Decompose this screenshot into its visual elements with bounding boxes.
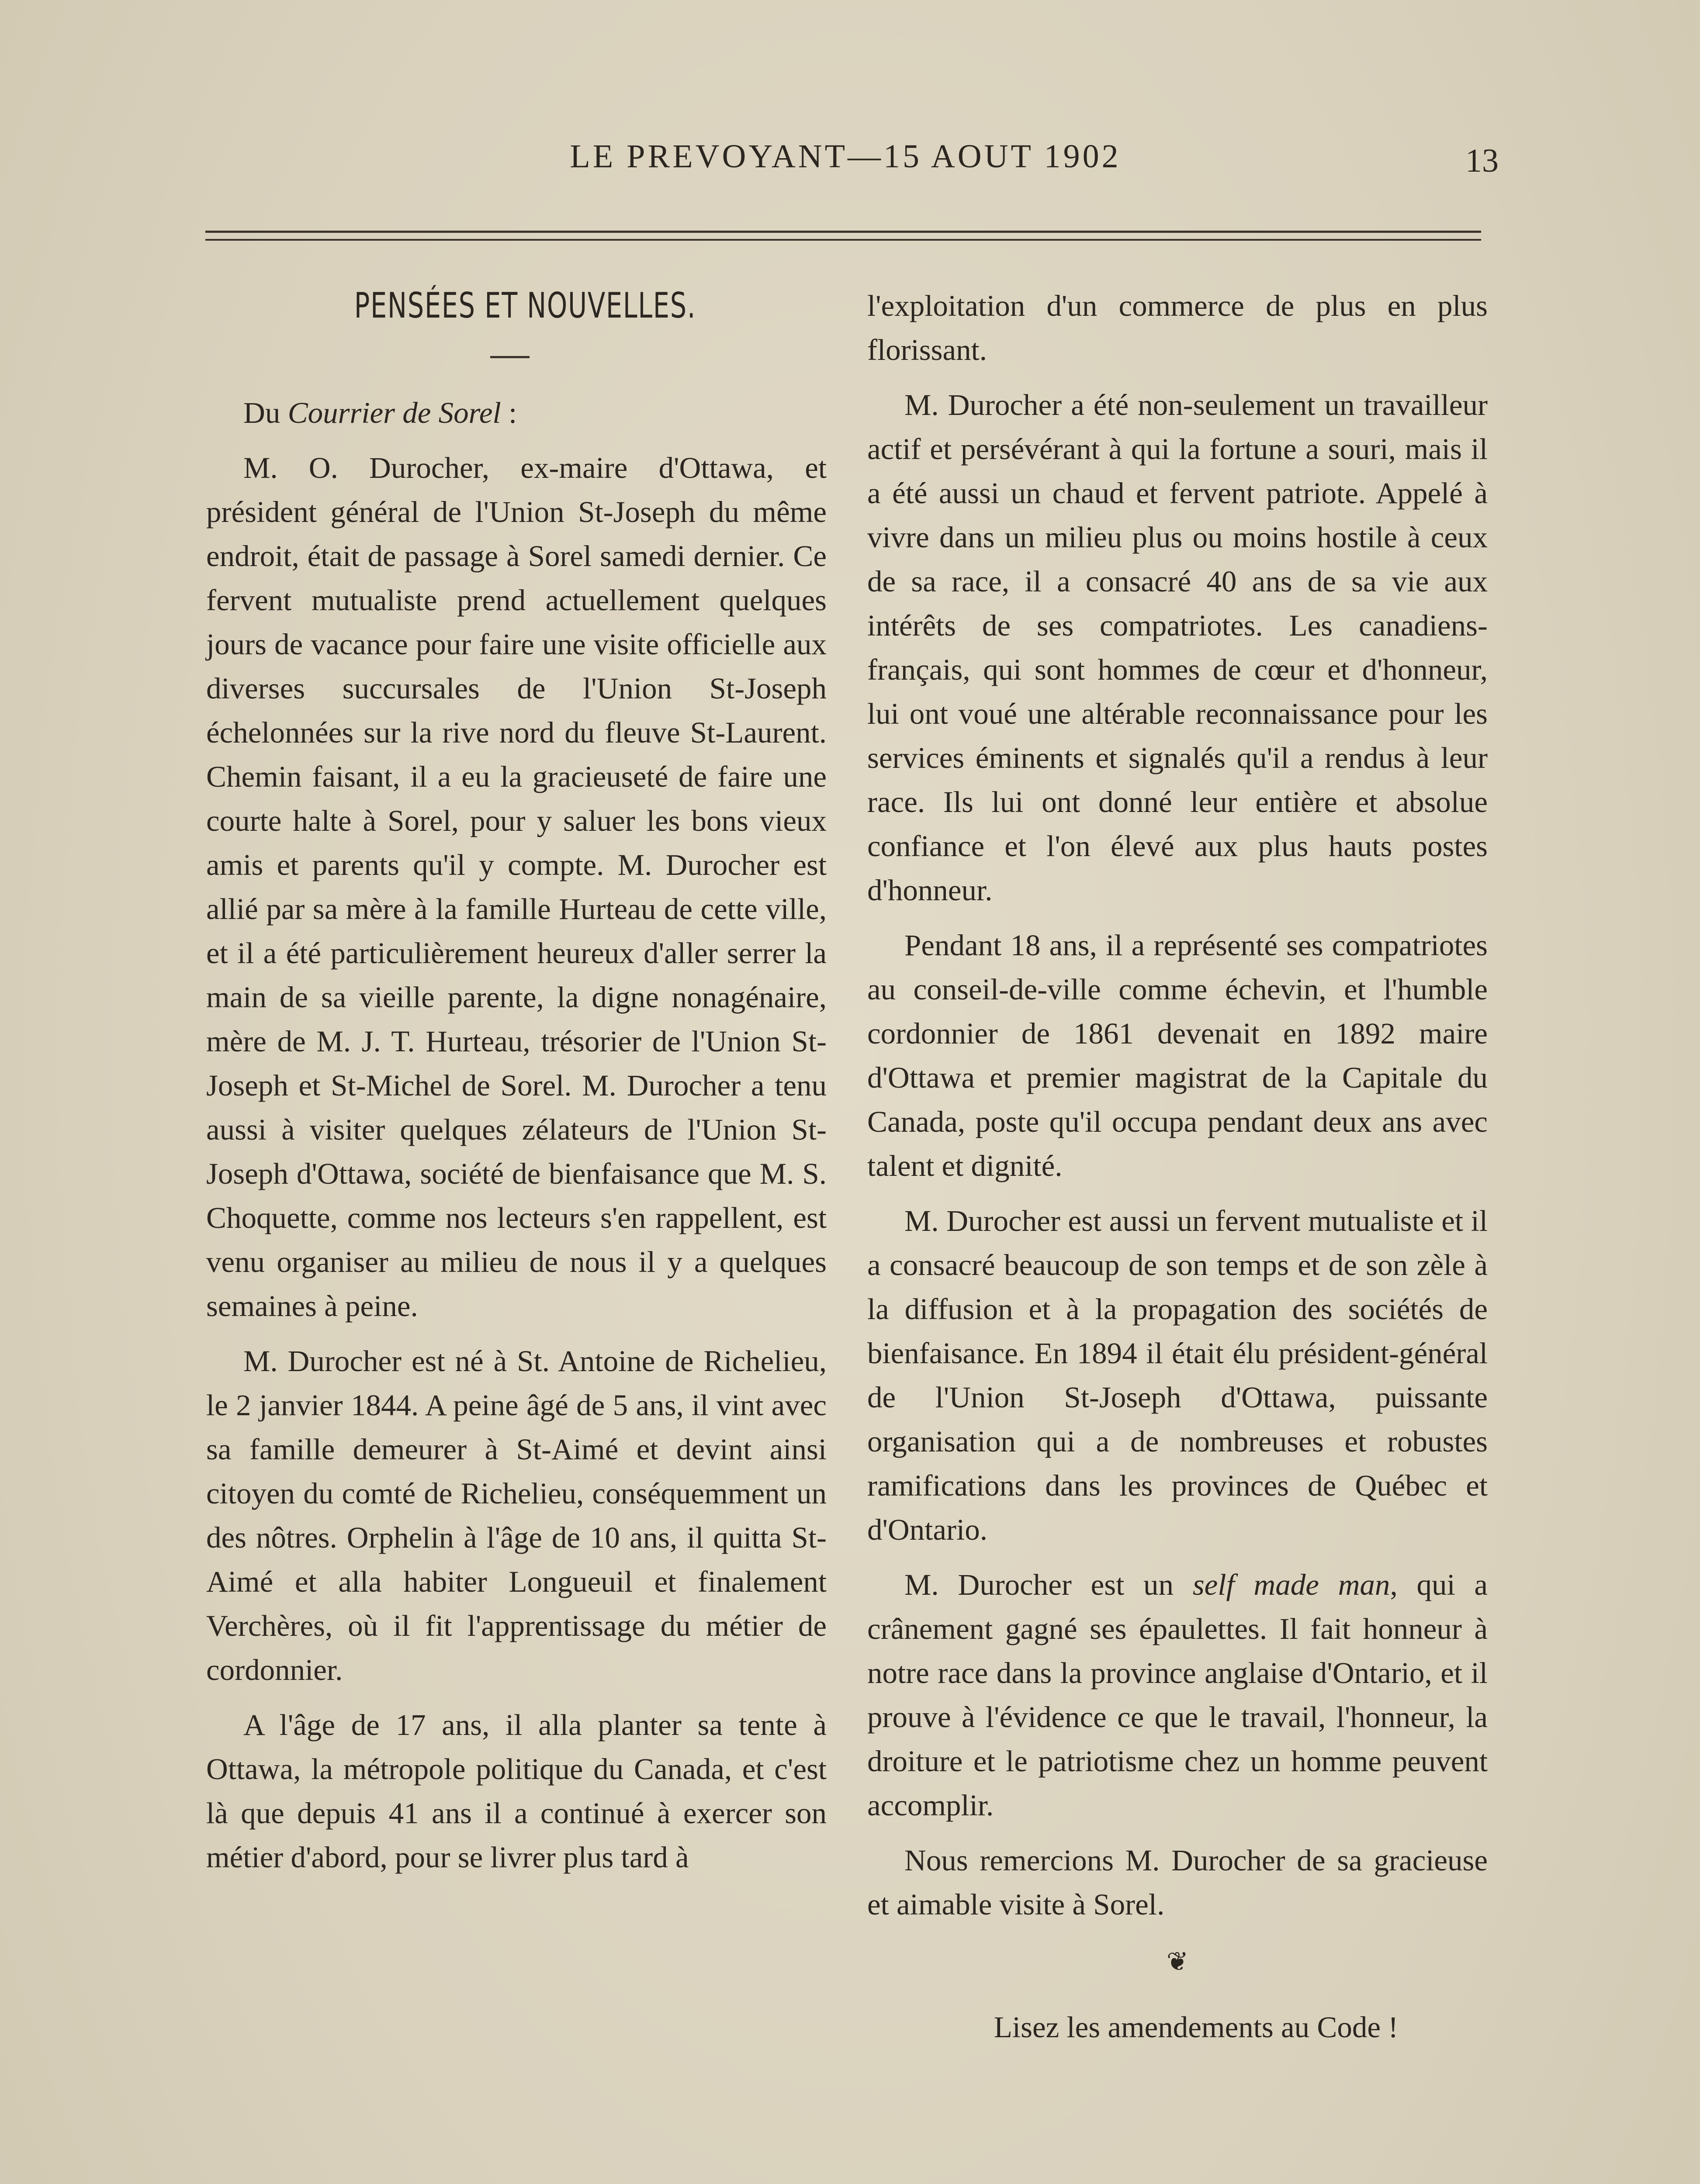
paragraph: A l'âge de 17 ans, il alla planter sa tente à Ottawa, la métropole politique du Canada, et c'est là que depuis 41 ans il a continué à exercer son métier d'abord, pour se livrer plus tard à — [206, 1708, 827, 1874]
paragraph: Nous remercions M. Durocher de sa gracieuse et aimable visite à Sorel. — [867, 1844, 1488, 1921]
ornament-icon: ❦ — [1166, 1947, 1189, 1976]
self-made-italic: self made man — [1192, 1568, 1390, 1601]
header-rule-top — [205, 231, 1481, 233]
self-made-after: , qui a crânement gagné ses épaulettes. Il fait honneur à notre race dans la province anglaise d'Ontario, et il prouve à l'évidence ce que le travail, l'honneur, la droiture et le patriotisme chez un homme peuvent accomplir. — [867, 1568, 1488, 1822]
page-number: 13 — [1465, 142, 1499, 179]
article-source — [206, 391, 827, 435]
left-column — [206, 280, 827, 1890]
paragraph-self-made — [867, 1563, 1488, 1828]
source-suffix: : — [501, 396, 517, 429]
notice: Lisez les amendements au Code ! — [994, 2011, 1399, 2044]
self-made-before: M. Durocher est un — [904, 1568, 1193, 1601]
header-rule-bottom — [205, 239, 1481, 241]
running-title: LE PREVOYANT—15 AOUT 1902 — [570, 138, 1121, 175]
paragraph: M. Durocher est né à St. Antoine de Richelieu, le 2 janvier 1844. A peine âgé de 5 ans, il vint avec sa famille demeurer à St-Aimé et devint ainsi citoyen du comté de Richelieu, conséquemment un des nôtres. Orphelin à l'âge de 10 ans, il quitta St-Aimé et alla habiter Longueuil et finalement Verchères, où il fit l'apprentissage du métier de cordonnier. — [206, 1344, 827, 1686]
paragraph: Pendant 18 ans, il a représenté ses compatriotes au conseil-de-ville comme échevin, et l'humble cordonnier de 1861 devenait en 1892 maire d'Ottawa et premier magistrat de la Capitale du Canada, poste qu'il occupa pendant deux ans avec talent et dignité. — [867, 929, 1488, 1182]
paragraph-continuation: l'exploitation d'un commerce de plus en plus florissant. — [867, 289, 1488, 366]
article-title: PENSÉES ET NOUVELLES. — [354, 285, 696, 326]
paragraph: M. Durocher est aussi un fervent mutualiste et il a consacré beaucoup de son temps et de son zèle à la diffusion et à la propagation des sociétés de bienfaisance. En 1894 il était élu président-général de l'Union St-Joseph d'Ottawa, puissante organisation qui a de nombreuses et robustes ramifications dans les provinces de Québec et d'Ontario. — [867, 1204, 1488, 1546]
right-column — [867, 284, 1488, 2060]
source-name: Courrier de Sorel — [287, 396, 501, 429]
paragraph: M. O. Durocher, ex-maire d'Ottawa, et président général de l'Union St-Joseph du même endroit, était de passage à Sorel samedi dernier. Ce fervent mutualiste prend actuellement quelques jours de vacance pour faire une visite officielle aux diverses succursales de l'Union St-Joseph échelonnées sur la rive nord du fleuve St-Laurent. Chemin faisant, il a eu la gracieuseté de faire une courte halte à Sorel, pour y saluer les bons vieux amis et parents qu'il y compte. M. Durocher est allié par sa mère à la famille Hurteau de cette ville, et il a été particulièrement heureux d'aller serrer la main de sa vieille parente, la digne nonagénaire, mère de M. J. T. Hurteau, trésorier de l'Union St-Joseph et St-Michel de Sorel. M. Durocher a tenu aussi à visiter quelques zélateurs de l'Union St-Joseph d'Ottawa, société de bienfaisance que M. S. Choquette, comme nos lecteurs s'en rappellent, est venu organiser au milieu de nous il y a quelques semaines à peine. — [206, 451, 827, 1323]
page-header — [205, 138, 1499, 190]
paragraph: M. Durocher a été non-seulement un travailleur actif et persévérant à qui la fortune a souri, mais il a été aussi un chaud et fervent patriote. Appelé à vivre dans un milieu plus ou moins hostile à ceux de sa race, il a consacré 40 ans de sa vie aux intérêts de ses compatriotes. Les canadiens-français, qui sont hommes de cœur et d'honneur, lui ont voué une altérable reconnaissance pour les services éminents et signalés qu'il a rendus à leur race. Ils lui ont donné leur entière et absolue confiance et l'on élevé aux plus hauts postes d'honneur. — [867, 388, 1488, 907]
source-prefix: Du — [243, 396, 288, 429]
title-dash — [490, 356, 530, 358]
